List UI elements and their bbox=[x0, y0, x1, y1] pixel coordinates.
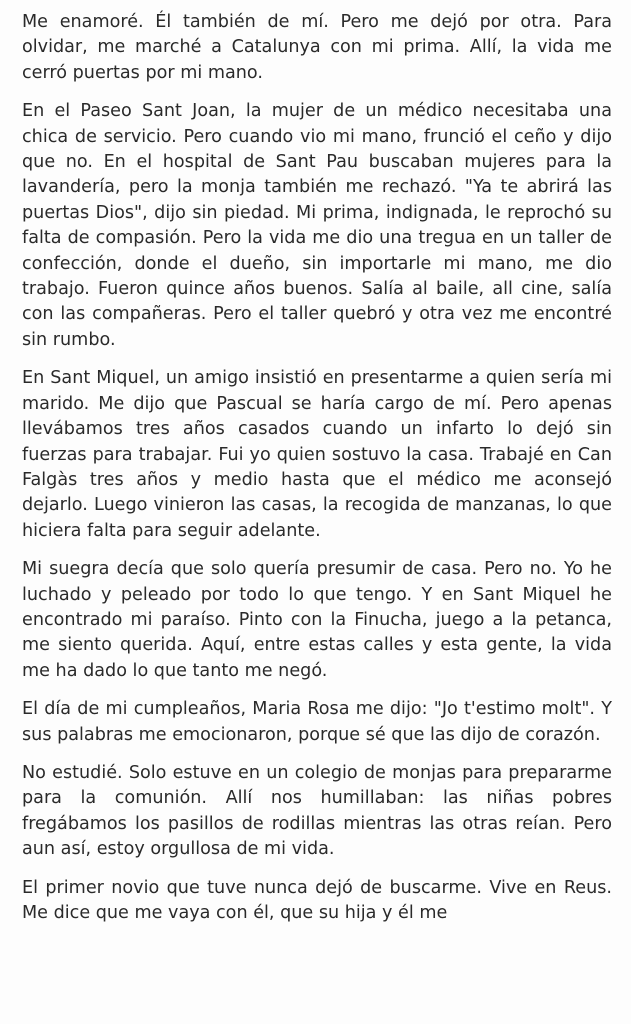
paragraph-3: En Sant Miquel, un amigo insistió en presentarme a quien sería mi marido. Me dijo que Pascual se haría cargo de mí. Pero apenas llevábamos tres años casados cuando un infarto lo dejó sin fuerzas para trabajar. Fui yo quien sostuvo la casa. Trabajé en Can Falgàs tres años y medio hasta que el médico me aconsejó dejarlo. Luego vinieron las casas, la recogida de manzanas, lo que hiciera falta para seguir adelante. bbox=[22, 368, 612, 541]
document-body bbox=[22, 10, 612, 939]
paragraph-7: El primer novio que tuve nunca dejó de buscarme. Vive en Reus. Me dice que me vaya con él, que su hija y él me bbox=[22, 877, 612, 923]
paragraph-2: En el Paseo Sant Joan, la mujer de un médico necesitaba una chica de servicio. Pero cuando vio mi mano, frunció el ceño y dijo que no. En el hospital de Sant Pau buscaban mujeres para la lavandería, pero la monja también me rechazó. "Ya te abrirá las puertas Dios", dijo sin piedad. Mi prima, indignada, le reprochó su falta de compasión. Pero la vida me dio una tregua en un taller de confección, donde el dueño, sin importarle mi mano, me dio trabajo. Fueron quince años buenos. Salía al baile, all cine, salía con las compañeras. Pero el taller quebró y otra vez me encontré sin rumbo. bbox=[22, 101, 612, 350]
paragraph-5: El día de mi cumpleaños, Maria Rosa me dijo: "Jo t'estimo molt". Y sus palabras me emocionaron, porque sé que las dijo de corazón. bbox=[22, 699, 612, 745]
paragraph-6: No estudié. Solo estuve en un colegio de monjas para prepararme para la comunión. Allí nos humillaban: las niñas pobres fregábamos los pasillos de rodillas mientras las otras reían. Pero aun así, estoy orgullosa de mi vida. bbox=[22, 762, 612, 860]
paragraph-1: Me enamoré. Él también de mí. Pero me dejó por otra. Para olvidar, me marché a Catalunya con mi prima. Allí, la vida me cerró puertas por mi mano. bbox=[22, 12, 612, 83]
paragraph-4: Mi suegra decía que solo quería presumir de casa. Pero no. Yo he luchado y peleado por todo lo que tengo. Y en Sant Miquel he encontrado mi paraíso. Pinto con la Finucha, juego a la petanca, me siento querida. Aquí, entre estas calles y esta gente, la vida me ha dado lo que tanto me negó. bbox=[22, 559, 612, 681]
